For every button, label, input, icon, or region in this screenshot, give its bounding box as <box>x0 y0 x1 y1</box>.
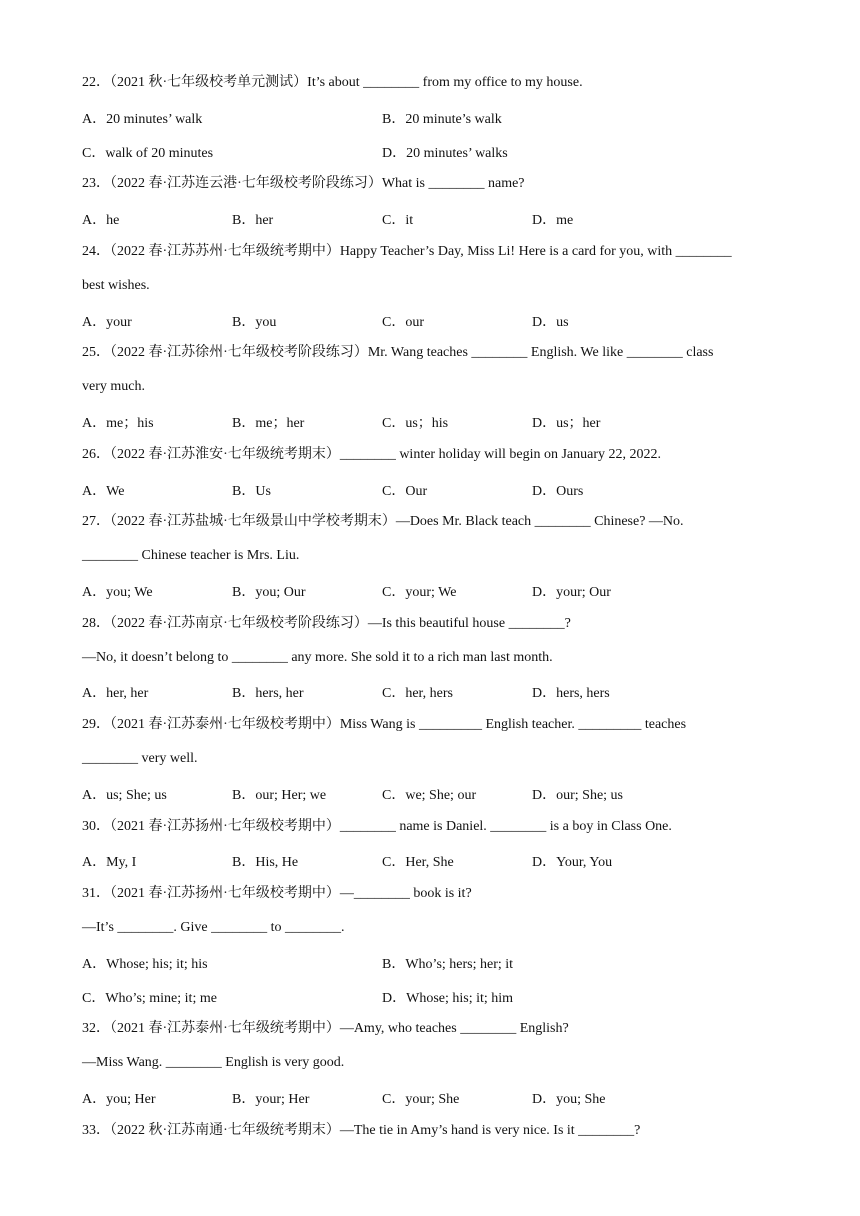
answer-option: C．us；his <box>382 416 449 431</box>
answer-option: D．Your, You <box>532 855 613 871</box>
answer-option: D．us <box>532 314 569 330</box>
answer-option: D．Whose; his; it; him <box>382 990 514 1006</box>
answer-option: B．you; Our <box>232 585 306 600</box>
question-stem-continued: —No, it doesn’t belong to ________ any more. She sold it to a rich man last month. <box>82 649 553 665</box>
answer-option: A．us; She; us <box>82 787 167 803</box>
answer-option: A．your <box>82 314 132 330</box>
answer-option: C．our <box>382 314 424 330</box>
answer-option: D．our; She; us <box>532 787 623 803</box>
answer-option: B．hers, her <box>232 686 304 702</box>
answer-option: D．hers, hers <box>532 686 610 702</box>
question-stem-continued: ________ very well. <box>82 751 198 766</box>
answer-option: C．it <box>382 213 414 229</box>
answer-option: A．he <box>82 213 120 229</box>
question-stem-continued: —Miss Wang. ________ English is very good. <box>82 1055 345 1071</box>
answer-option: C．Our <box>382 483 428 499</box>
question-stem: 32．（2021 春·江苏泰州·七年级统考期中）—Amy, who teaches ________ English? <box>82 1021 569 1037</box>
answer-option: B．Who’s; hers; her; it <box>382 956 514 972</box>
answer-option: C．Her, She <box>382 855 454 871</box>
answer-option: A．20 minutes’ walk <box>82 111 203 127</box>
question-stem: 25．（2022 春·江苏徐州·七年级校考阶段练习）Mr. Wang teaches ________ English. We like ________ class <box>82 345 714 361</box>
answer-option: D．your; Our <box>532 585 611 600</box>
question-stem-continued: very much. <box>82 379 145 395</box>
question-stem: 33．（2022 秋·江苏南通·七年级统考期末）—The tie in Amy’s hand is very nice. Is it ________? <box>82 1122 641 1138</box>
answer-option: C．your; We <box>382 585 457 600</box>
question-stem: 30．（2021 春·江苏扬州·七年级校考期中）________ name is Daniel. ________ is a boy in Class One. <box>82 818 672 834</box>
answer-option: A．me；his <box>82 416 154 431</box>
question-stem: 23．（2022 春·江苏连云港·七年级校考阶段练习）What is ________ name? <box>82 176 525 192</box>
answer-option: B．your; Her <box>232 1092 310 1107</box>
answer-option: C．Who’s; mine; it; me <box>82 990 217 1006</box>
answer-option: D．20 minutes’ walks <box>382 145 508 161</box>
answer-option: D．us；her <box>532 416 601 431</box>
question-stem-continued: ________ Chinese teacher is Mrs. Liu. <box>82 548 300 564</box>
answer-option: A．her, her <box>82 686 149 702</box>
question-stem: 29．（2021 春·江苏泰州·七年级校考期中）Miss Wang is _________ English teacher. _________ teaches <box>82 717 687 733</box>
answer-option: A．We <box>82 483 125 499</box>
question-stem-continued: —It’s ________. Give ________ to ________. <box>82 920 345 935</box>
answer-option: C．we; She; our <box>382 787 477 803</box>
answer-option: A．you; Her <box>82 1092 156 1107</box>
answer-option: C．your; She <box>382 1092 460 1107</box>
answer-option: C．her, hers <box>382 686 453 702</box>
answer-option: D．Ours <box>532 483 584 499</box>
answer-option: B．His, He <box>232 855 299 871</box>
answer-option: B．Us <box>232 483 271 499</box>
answer-option: B．me；her <box>232 416 305 431</box>
answer-option: C．walk of 20 minutes <box>82 145 214 161</box>
answer-option: A．you; We <box>82 585 153 600</box>
question-stem: 22．（2021 秋·七年级校考单元测试）It’s about ________ from my office to my house. <box>82 75 583 90</box>
question-stem: 28．（2022 春·江苏南京·七年级校考阶段练习）—Is this beautiful house ________? <box>82 615 571 631</box>
answer-option: A．Whose; his; it; his <box>82 956 208 972</box>
answer-option: B．our; Her; we <box>232 787 327 803</box>
question-stem: 26．（2022 春·江苏淮安·七年级统考期末）________ winter holiday will begin on January 22, 2022. <box>82 446 662 462</box>
answer-option: B．20 minute’s walk <box>382 111 502 127</box>
question-stem-continued: best wishes. <box>82 277 150 293</box>
question-stem: 27．（2022 春·江苏盐城·七年级景山中学校考期末）—Does Mr. Black teach ________ Chinese? —No. <box>82 514 684 530</box>
answer-option: D．me <box>532 213 574 229</box>
answer-option: D．you; She <box>532 1092 606 1107</box>
answer-option: B．you <box>232 314 277 330</box>
question-stem: 31．（2021 春·江苏扬州·七年级校考期中）—________ book is it? <box>82 886 472 902</box>
answer-option: A．My, I <box>82 855 137 871</box>
question-stem: 24．（2022 春·江苏苏州·七年级统考期中）Happy Teacher’s Day, Miss Li! Here is a card for you, with ________ <box>82 244 732 259</box>
answer-option: B．her <box>232 213 274 229</box>
